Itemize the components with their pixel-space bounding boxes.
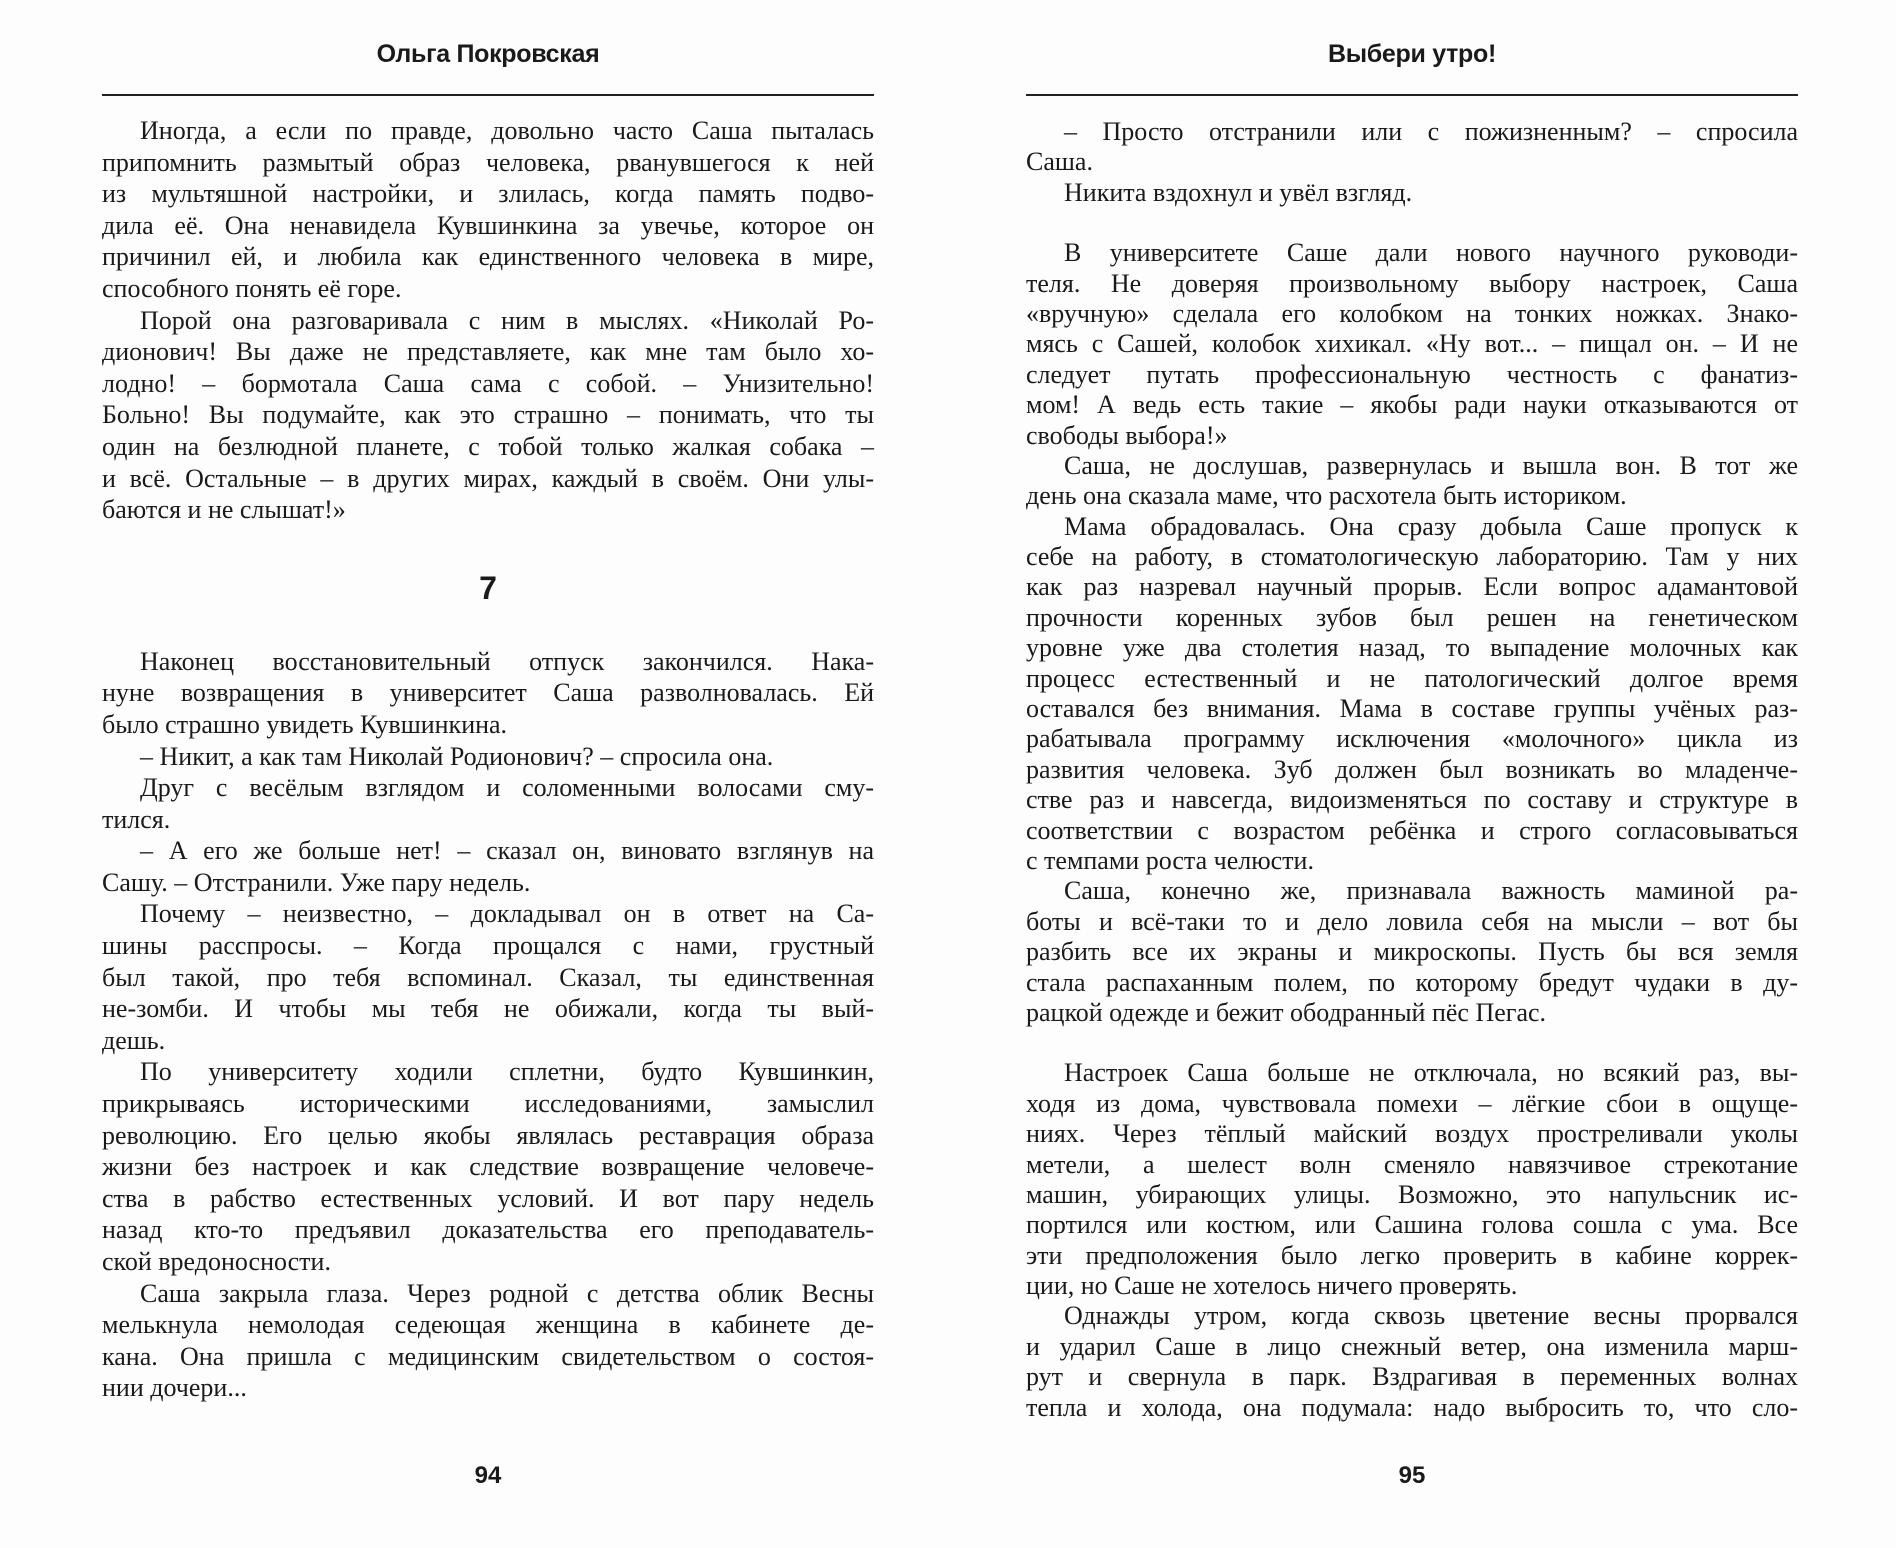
text-line: «вручную» сделала его колобком на тонких ножках. Знако- bbox=[1026, 298, 1798, 328]
text-line: – А его же больше нет! – сказал он, виновато взглянув на bbox=[140, 836, 874, 866]
text-line: не-зомби. И чтобы мы тебя не обижали, когда ты вый- bbox=[102, 994, 874, 1024]
paragraph bbox=[102, 646, 874, 741]
header-rule bbox=[102, 94, 874, 96]
text-line: один на безлюдной планете, с тобой только жалкая собака – bbox=[102, 431, 874, 461]
text-line: назад кто-то предъявил доказательства его преподаватель- bbox=[102, 1215, 874, 1245]
chapter-number: 7 bbox=[479, 569, 497, 606]
text-line: разбить все их экраны и микроскопы. Пусть бы вся земля bbox=[1026, 937, 1798, 967]
text-line: ции, но Саше не хотелось ничего проверять. bbox=[1026, 1271, 1518, 1301]
text-line: Больно! Вы подумайте, как это страшно – понимать, что ты bbox=[102, 400, 874, 430]
text-line: метели, а шелест волн сменяло навязчивое стрекотание bbox=[1026, 1149, 1798, 1179]
text-line: и всё. Остальные – в других мирах, каждый в своём. Они улы- bbox=[102, 463, 874, 493]
text-line: эти предположения было легко проверить в кабине коррек- bbox=[1026, 1240, 1798, 1270]
text-line: ходя из дома, чувствовала помехи – лёгкие сбои в ощуще- bbox=[1026, 1088, 1798, 1118]
text-line: Друг с весёлым взглядом и соломенными волосами сму- bbox=[140, 773, 874, 803]
text-line: причинил ей, и любила как единственного человека в мире, bbox=[102, 242, 874, 272]
text-line: нии дочери... bbox=[102, 1373, 247, 1403]
text-line: ниях. Через тёплый майский воздух простреливали уколы bbox=[1026, 1119, 1798, 1149]
paragraph bbox=[102, 898, 874, 1056]
text-line: ства в рабство естественных условий. И вот пару недель bbox=[102, 1183, 874, 1213]
text-line: Саша, конечно же, признавала важность маминой ра- bbox=[1064, 876, 1798, 906]
paragraph bbox=[102, 835, 874, 898]
text-line: Однажды утром, когда сквозь цветение весны прорвался bbox=[1064, 1301, 1798, 1331]
page-number: 95 bbox=[1398, 1462, 1426, 1489]
paragraph bbox=[102, 772, 874, 835]
text-line: мелькнула немолодая седеющая женщина в кабинете де- bbox=[102, 1310, 874, 1340]
text-line: нуне возвращения в университет Саша разволновалась. Ей bbox=[102, 678, 874, 708]
text-line: стала распаханным полем, по которому бредут чудаки в ду- bbox=[1026, 967, 1798, 997]
text-line: тепла и холода, она подумала: надо выбросить то, что сло- bbox=[1026, 1392, 1798, 1422]
text-line: рут и свернула в парк. Вздрагивая в переменных волнах bbox=[1026, 1362, 1798, 1392]
paragraph bbox=[1026, 1058, 1798, 1301]
text-line: Почему – неизвестно, – докладывал он в ответ на Са- bbox=[140, 899, 874, 929]
text-line: прочности коренных зубов был решен на генетическом bbox=[1026, 602, 1798, 632]
text-line: соответствии с возрастом ребёнка и строго согласовываться bbox=[1026, 815, 1798, 845]
page-number: 94 bbox=[474, 1462, 502, 1489]
paragraph bbox=[102, 741, 874, 773]
text-line: машин, убирающих улицы. Возможно, это напульсник ис- bbox=[1026, 1179, 1798, 1209]
page-body bbox=[102, 115, 874, 1404]
section-break bbox=[1026, 208, 1798, 238]
text-line: Порой она разговаривала с ним в мыслях. «Николай Ро- bbox=[140, 305, 874, 335]
text-line: мясь с Сашей, колобок хихикал. «Ну вот... – пищал он. – И не bbox=[1026, 329, 1798, 359]
page-body bbox=[1026, 117, 1798, 1423]
text-line: Саша. bbox=[1026, 147, 1093, 177]
paragraph bbox=[102, 1278, 874, 1404]
text-line: из мультяшной настройки, и злилась, когда память подво- bbox=[102, 179, 874, 209]
text-line: Саша закрыла глаза. Через родной с детства облик Весны bbox=[140, 1278, 874, 1308]
text-line: стве раз и навсегда, видоизменяться по составу и структуре в bbox=[1026, 785, 1798, 815]
text-line: развития человека. Зуб должен был возникать во младенче- bbox=[1026, 754, 1798, 784]
text-line: Мама обрадовалась. Она сразу добыла Саше пропуск к bbox=[1064, 511, 1798, 541]
paragraph bbox=[1026, 1301, 1798, 1423]
text-line: теля. Не доверяя произвольному выбору настроек, Саша bbox=[1026, 268, 1798, 298]
text-line: портился или костюм, или Сашина голова сошла с ума. Все bbox=[1026, 1210, 1798, 1240]
text-line: дешь. bbox=[102, 1025, 166, 1055]
text-line: Настроек Саша больше не отключала, но всякий раз, вы- bbox=[1064, 1058, 1798, 1088]
text-line: процесс естественный и не патологический долгое время bbox=[1026, 663, 1798, 693]
text-line: революцию. Его целью якобы являлась реставрация образа bbox=[102, 1120, 874, 1150]
text-line: Наконец восстановительный отпуск закончился. Нака- bbox=[140, 646, 874, 676]
paragraph bbox=[1026, 512, 1798, 877]
paragraph bbox=[102, 305, 874, 526]
text-line: рацкой одежде и бежит ободранный пёс Пегас. bbox=[1026, 997, 1547, 1027]
text-line: себе на работу, в стоматологическую лабораторию. Там у них bbox=[1026, 542, 1798, 572]
running-head-title: Выбери утро! bbox=[1327, 40, 1497, 68]
text-line: день она сказала маме, что расхотела быть историком. bbox=[1026, 481, 1627, 511]
text-line: мом! А ведь есть такие – якобы ради науки отказываются от bbox=[1026, 390, 1798, 420]
section-break bbox=[1026, 1028, 1798, 1058]
text-line: способного понять её горе. bbox=[102, 273, 402, 303]
text-line: ской вредоносности. bbox=[102, 1247, 331, 1276]
text-line: было страшно увидеть Кувшинкина. bbox=[102, 709, 508, 739]
header-rule bbox=[1026, 94, 1798, 96]
paragraph bbox=[1026, 117, 1798, 178]
text-line: свободы выбора!» bbox=[1026, 420, 1228, 450]
text-line: баются и не слышат!» bbox=[102, 495, 346, 525]
text-line: – Никит, а как там Николай Родионович? – спросила она. bbox=[140, 741, 774, 771]
text-line: с темпами роста челюсти. bbox=[1026, 845, 1314, 875]
text-line: жизни без настроек и как следствие возвращение человече- bbox=[102, 1152, 874, 1182]
text-line: – Просто отстранили или с пожизненным? – спросила bbox=[1064, 117, 1798, 146]
text-line: шины расспросы. – Когда прощался с нами, грустный bbox=[102, 931, 874, 961]
paragraph bbox=[102, 115, 874, 305]
text-line: следует путать профессиональную честность с фанатиз- bbox=[1026, 359, 1798, 389]
text-line: припомнить размытый образ человека, рванувшегося к ней bbox=[102, 147, 874, 177]
text-line: дила её. Она ненавидела Кувшинкина за увечье, которое он bbox=[102, 210, 874, 240]
text-line: тился. bbox=[102, 804, 171, 834]
text-line: дионович! Вы даже не представляете, как мне там было хо- bbox=[102, 337, 874, 367]
text-line: По университету ходили сплетни, будто Кувшинкин, bbox=[140, 1057, 874, 1087]
paragraph bbox=[102, 1056, 874, 1277]
text-line: боты и всё-таки то и дело ловила себя на мысли – вот бы bbox=[1026, 906, 1798, 936]
text-line: В университете Саше дали нового научного руководи- bbox=[1064, 238, 1798, 268]
text-line: Сашу. – Отстранили. Уже пару недель. bbox=[102, 867, 531, 897]
text-line: Саша, не дослушав, развернулась и вышла вон. В тот же bbox=[1064, 450, 1798, 480]
text-line: уровне уже два столетия назад, то выпадение молочных как bbox=[1026, 633, 1798, 663]
running-head-author: Ольга Покровская bbox=[376, 40, 600, 68]
paragraph bbox=[1026, 238, 1798, 451]
text-line: кана. Она пришла с медицинским свидетельством о состоя- bbox=[102, 1341, 874, 1371]
text-line: был такой, про тебя вспоминал. Сказал, ты единственная bbox=[102, 962, 874, 992]
text-line: лодно! – бормотала Саша сама с собой. – Унизительно! bbox=[102, 368, 874, 398]
text-line: как раз назревал научный прорыв. Если вопрос адамантовой bbox=[1026, 572, 1798, 602]
text-line: прикрываясь историческими исследованиями, замыслил bbox=[102, 1089, 874, 1119]
paragraph bbox=[1026, 178, 1798, 208]
text-line: и ударил Саше в лицо снежный ветер, она изменила марш- bbox=[1026, 1331, 1798, 1361]
text-line: Никита вздохнул и увёл взгляд. bbox=[1064, 177, 1413, 207]
paragraph bbox=[1026, 451, 1798, 512]
text-line: оставался без внимания. Мама в составе группы учёных раз- bbox=[1026, 694, 1798, 724]
text-line: Иногда, а если по правде, довольно часто Саша пыталась bbox=[140, 116, 874, 145]
text-line: рабатывала программу исключения «молочного» цикла из bbox=[1026, 724, 1798, 754]
paragraph bbox=[1026, 876, 1798, 1028]
left-page bbox=[102, 0, 874, 1548]
right-page bbox=[1026, 0, 1798, 1548]
